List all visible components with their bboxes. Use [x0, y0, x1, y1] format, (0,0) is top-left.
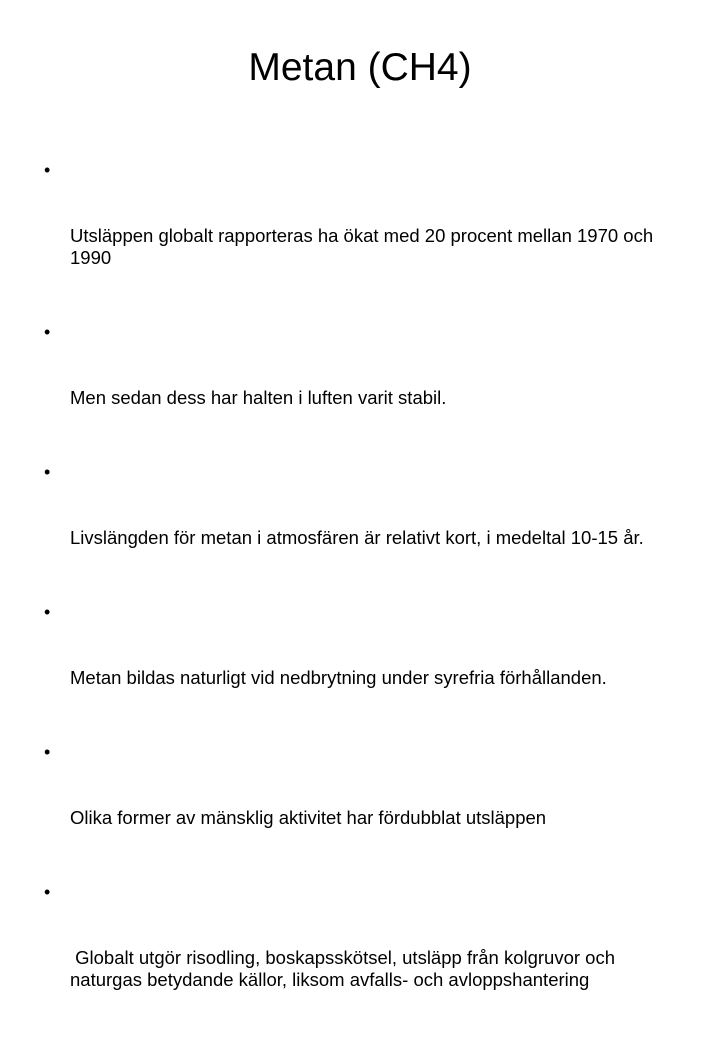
bullet-text: Utsläppen globalt rapporteras ha ökat med 20 procent mellan 1970 och 1990 — [70, 225, 659, 268]
bullet-item — [44, 461, 684, 593]
bullet-item — [44, 321, 684, 453]
bullet-text: Metan bildas naturligt vid nedbrytning under syrefria förhållanden. — [70, 667, 607, 688]
bullet-text: Men sedan dess har halten i luften varit stabil. — [70, 387, 447, 408]
bullet-item — [44, 159, 684, 313]
bullet-item — [44, 601, 684, 733]
bullet-point-icon: • — [44, 322, 51, 342]
bullet-list — [44, 159, 684, 1043]
bullet-item — [44, 741, 684, 873]
bullet-point-icon: • — [44, 462, 51, 482]
bullet-point-icon: • — [44, 160, 51, 180]
bullet-point-icon: • — [44, 742, 51, 762]
bullet-text: Globalt utgör risodling, boskapsskötsel, utsläpp från kolgruvor och naturgas betydande källor, liksom avfalls- och avloppshantering — [70, 947, 621, 990]
bullet-point-icon: • — [44, 882, 51, 902]
bullet-text: Livslängden för metan i atmosfären är relativt kort, i medeltal 10-15 år. — [70, 527, 644, 548]
bullet-point-icon: • — [44, 602, 51, 622]
bullet-text: Olika former av mänsklig aktivitet har fördubblat utsläppen — [70, 807, 547, 828]
slide-title: Metan (CH4) — [248, 46, 472, 89]
bullet-item — [44, 881, 684, 1035]
